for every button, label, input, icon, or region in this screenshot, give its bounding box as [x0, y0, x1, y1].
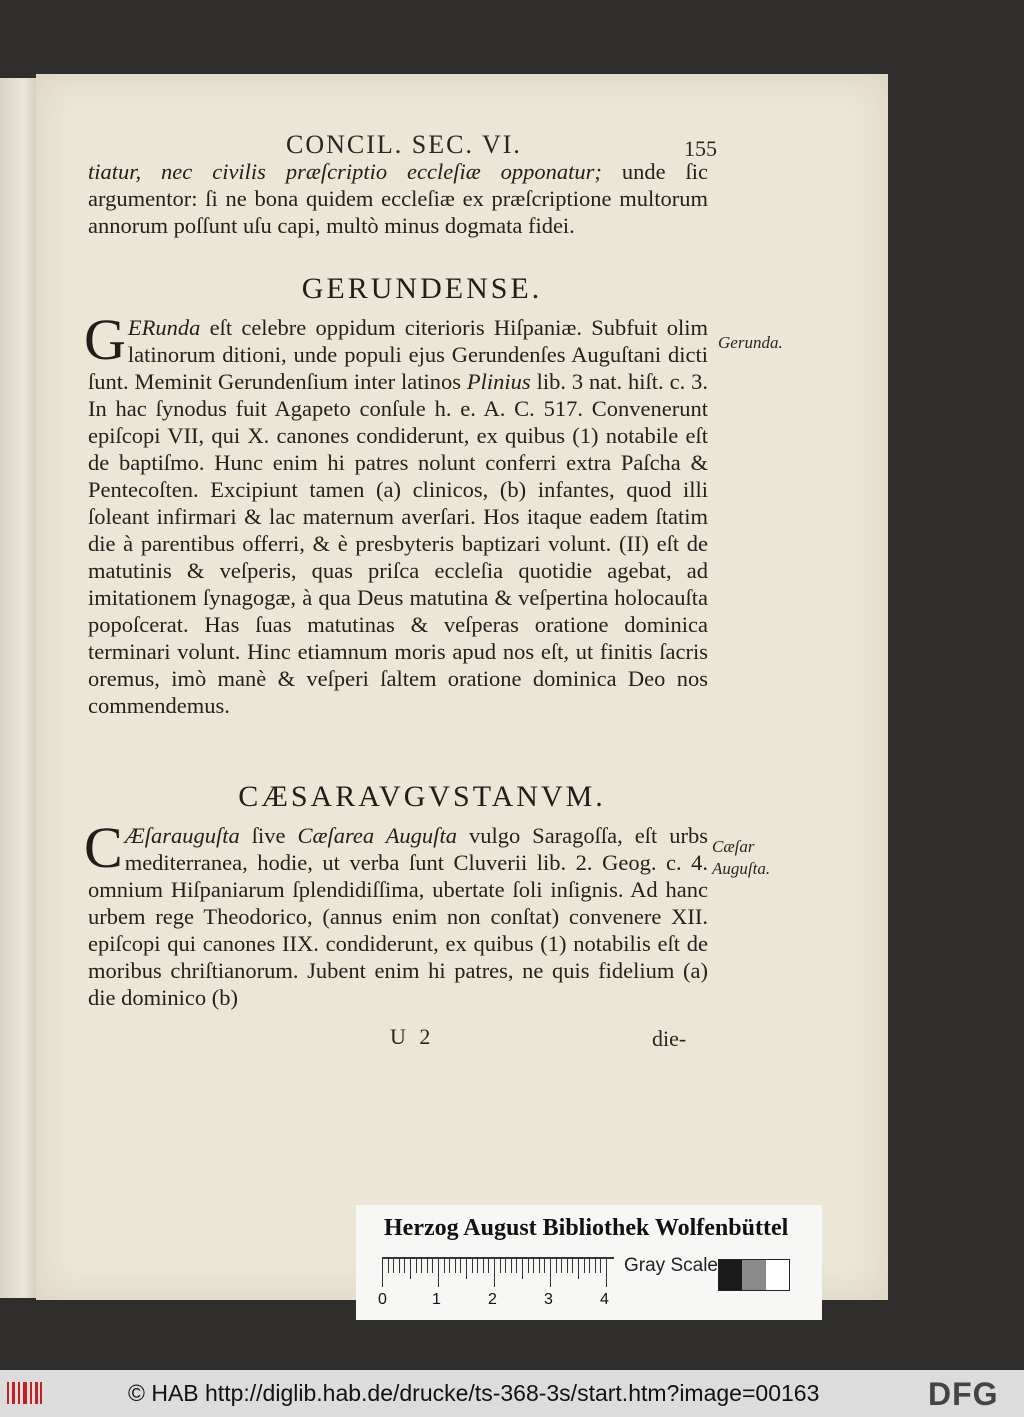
section-heading-gerundense: GERUNDENSE. [301, 272, 543, 305]
text-segment: vulgo Saragoſſa, eſt urbs mediterranea, hodie, ut verba ſunt Cluverii lib. 2. Geog. c. 4. omnium Hiſpaniarum ſplendidiſſima, ubertate ſoli inſignis. Ad hanc urbem rege Theodorico, (annus enim non conſtat) convenere XII. epiſcopi qui canones IIX. condiderunt, ex quibus (1) notabilis eſt de moribus chriſtianorum. Jubent enim hi patres, ne quis fidelium (a) die dominico (b) [88, 823, 708, 1010]
continuation-rest: unde ſic argumentor: ſi ne bona quidem eccleſiæ ex præſcriptione multorum annorum poſſunt uſu capi, multò minus dogmata fidei. [88, 159, 708, 238]
running-title: CONCIL. SEC. VI. [286, 130, 522, 159]
marginal-line: Auguſta. [712, 859, 771, 878]
text-segment: ſive [239, 823, 298, 848]
copyright-url-link[interactable]: © HAB http://diglib.hab.de/drucke/ts-368-3s/start.htm?image=00163 [128, 1380, 820, 1406]
ruler-tick [544, 1257, 545, 1273]
ruler-tick [533, 1257, 534, 1273]
gray-scale-label: Gray Scale [624, 1255, 718, 1276]
ruler-tick [449, 1257, 450, 1273]
ruler-tick [382, 1257, 383, 1287]
page-number: 155 [684, 136, 717, 161]
ruler-tick [488, 1257, 489, 1273]
ruler-tick [584, 1257, 585, 1273]
ruler-tick [416, 1257, 417, 1273]
facing-page-edge [0, 78, 40, 1298]
dfg-logo: DFG [928, 1376, 999, 1412]
lead-italic: ERunda [127, 315, 201, 340]
ruler-tick [511, 1257, 512, 1273]
ruler-tick [410, 1257, 411, 1279]
ruler-tick [388, 1257, 389, 1273]
signature-mark: U 2 [390, 1024, 435, 1049]
ruler-tick [550, 1257, 551, 1287]
ruler-number: 3 [544, 1291, 553, 1308]
gray-scale-swatches [718, 1259, 790, 1291]
ruler-tick [539, 1257, 540, 1273]
ruler-tick [556, 1257, 557, 1273]
ruler-number: 0 [378, 1291, 387, 1308]
ruler-tick [600, 1257, 601, 1273]
ruler-tick [528, 1257, 529, 1273]
library-calibration-card [356, 1205, 822, 1320]
ruler-tick [483, 1257, 484, 1273]
ruler-tick [399, 1257, 400, 1273]
ruler-tick [393, 1257, 394, 1273]
ruler-tick [472, 1257, 473, 1273]
ruler-tick [500, 1257, 501, 1273]
ruler-line [382, 1257, 614, 1259]
ruler-tick [455, 1257, 456, 1273]
dropcap: C [84, 815, 123, 880]
ruler-tick [404, 1257, 405, 1273]
marginal-note-caesar-augusta [712, 836, 770, 880]
ruler-tick [427, 1257, 428, 1273]
ruler-tick [567, 1257, 568, 1273]
dropcap: G [84, 307, 126, 372]
ruler-tick [578, 1257, 579, 1279]
ruler-tick [444, 1257, 445, 1273]
ruler-tick [595, 1257, 596, 1273]
ruler-tick [516, 1257, 517, 1273]
ruler-tick [494, 1257, 495, 1287]
barcode-icon [6, 1380, 44, 1406]
ruler-tick [421, 1257, 422, 1273]
continuation-paragraph [88, 158, 708, 239]
gray-swatch [742, 1260, 765, 1290]
text-segment: lib. 3 nat. hiſt. c. 3. In hac ſynodus fuit Agapeto conſule h. e. A. C. 517. Convenerunt epiſcopi VII, qui X. canones condiderunt, ex quibus (1) notabile eſt de baptiſmo. Hunc enim hi patres nolunt conferri extra Paſcha & Pentecoſten. Excipiunt tamen (a) clinicos, (b) infantes, quod illi ſoleant infirmari & lac maternum averſari. Hos itaque eadem ſtatim die à parentibus offerri, & è presbyteris baptizari volunt. (II) eſt de matutinis & veſperis, quas priſca eccleſia quotidie agebat, ad imitationem ſynagogæ, à qua Deus matutina & veſpertina holocauſta popoſcerat. Has ſuas matutinas & veſperas oratione dominica terminari volunt. Hinc etiamnum moris apud nos eſt, ut finitis ſacris oremus, imò manè & veſperi ſaltem oratione dominica Deo nos commendemus. [88, 369, 708, 718]
author-name-italic: Plinius [466, 369, 531, 394]
ruler-tick [505, 1257, 506, 1273]
ruler-number: 2 [488, 1291, 497, 1308]
ruler-number: 1 [432, 1291, 441, 1308]
ruler-tick [572, 1257, 573, 1273]
ruler-tick [438, 1257, 439, 1287]
ruler-tick [522, 1257, 523, 1279]
ruler-tick [432, 1257, 433, 1273]
scale-ruler [378, 1257, 622, 1308]
gray-swatch [766, 1260, 789, 1290]
gray-swatch [719, 1260, 742, 1290]
ruler-number: 4 [600, 1291, 609, 1308]
book-page [36, 74, 888, 1300]
city-name-italic: Cæſarea Auguſta [297, 823, 457, 848]
ruler-tick [460, 1257, 461, 1273]
continuation-italic: tiatur, nec civilis præſcriptio eccleſiæ opponatur; [88, 159, 602, 184]
ruler-tick [466, 1257, 467, 1279]
text-segment: eſt celebre oppidum citerioris Hiſpaniæ. Subfuit olim latinorum ditioni, unde populi ejus Gerundenſes Auguſtani dicti ſunt. Meminit Gerundenſium inter latinos [88, 315, 708, 394]
ruler-tick [477, 1257, 478, 1273]
paragraph-gerundense [84, 307, 708, 719]
footer-bar [0, 1370, 1024, 1417]
marginal-line: Cæſar [712, 837, 755, 856]
catchword: die- [652, 1026, 687, 1051]
marginal-note-gerunda: Gerunda. [718, 333, 783, 352]
ruler-tick [606, 1257, 607, 1287]
ruler-tick [589, 1257, 590, 1273]
paragraph-caesaraugustanum [84, 815, 708, 1011]
lead-italic: Æſarauguſta [124, 823, 240, 848]
section-heading-caesaraugustanum: CÆSARAVGVSTANVM. [238, 780, 606, 813]
library-name: Herzog August Bibliothek Wolfenbüttel [384, 1215, 789, 1241]
ruler-tick [561, 1257, 562, 1273]
